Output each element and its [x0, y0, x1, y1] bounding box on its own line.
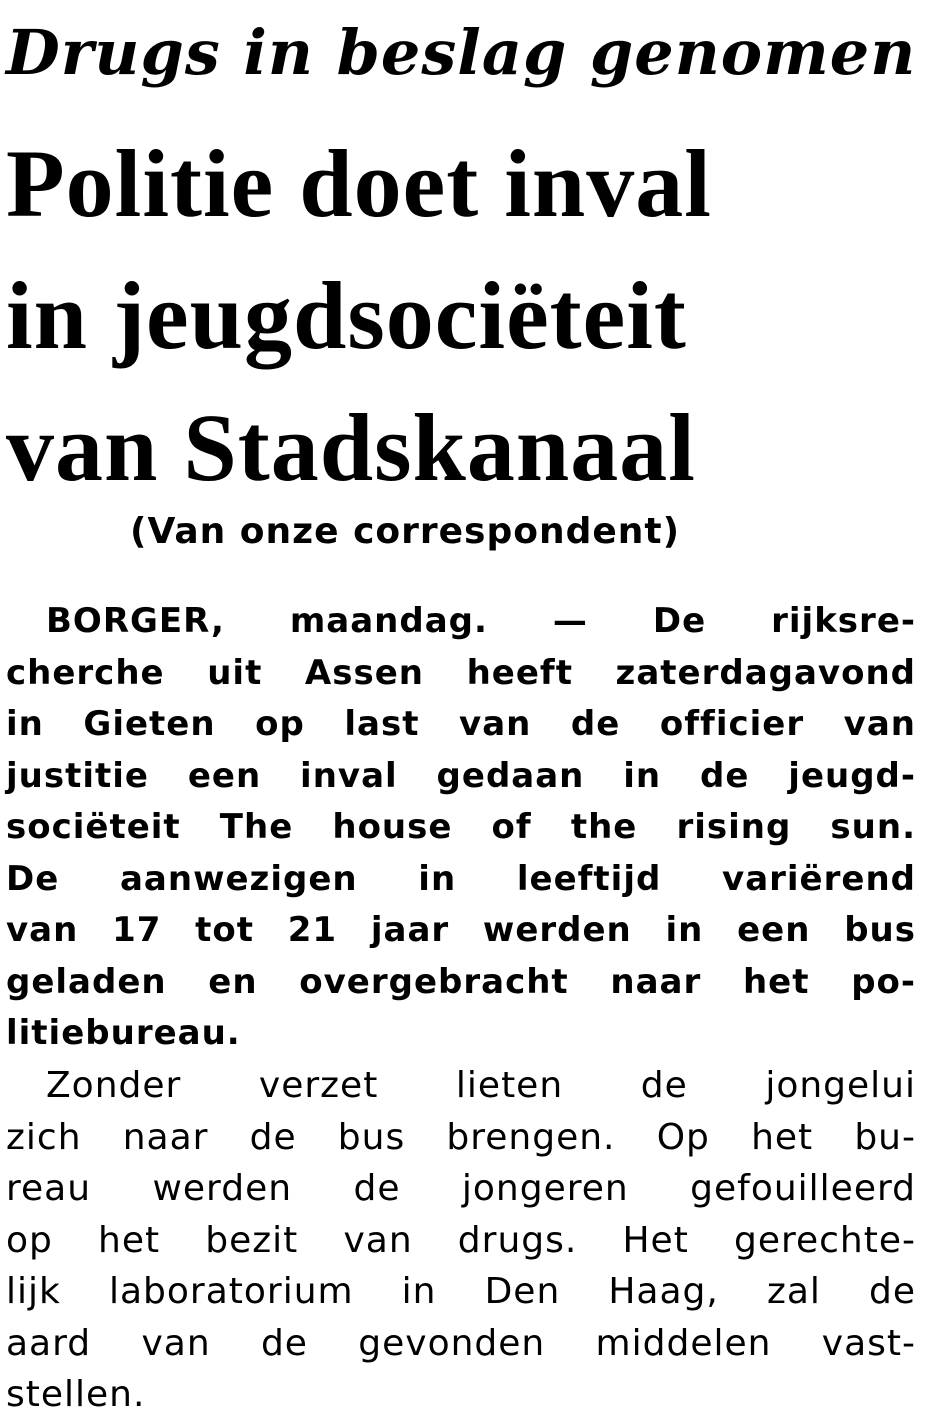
- headline-line: Politie doet inval: [6, 130, 712, 237]
- text-line: van 17 tot 21 jaar werden in een bus: [6, 910, 916, 950]
- headline-line: van Stadskanaal: [6, 394, 696, 501]
- text-line: stellen.: [6, 1374, 146, 1415]
- text-line: zich naar de bus brengen. Op het bu-: [6, 1116, 916, 1158]
- text-line: geladen en overgebracht naar het po-: [6, 961, 916, 1002]
- headline-line: in jeugdsociëteit: [6, 262, 687, 369]
- text-line: reau werden de jongeren gefouilleerd: [6, 1168, 916, 1209]
- kicker-heading: Drugs in beslag genomen: [6, 16, 917, 89]
- headline: [6, 118, 906, 514]
- text-line: aard van de gevonden middelen vast-: [6, 1322, 916, 1364]
- text-line: in Gieten op last van de officier van: [6, 704, 916, 744]
- text-line: Zonder verzet lieten de jongelui: [46, 1065, 916, 1106]
- text-line: De aanwezigen in leeftijd variërend: [6, 858, 916, 899]
- text-line: justitie een inval gedaan in de jeugd-: [6, 755, 916, 796]
- body-paragraph: [6, 1060, 916, 1421]
- text-line: op het bezit van drugs. Het gerechte-: [6, 1219, 916, 1261]
- byline: (Van onze correspondent): [130, 511, 681, 552]
- text-line: sociëteit The house of the rising sun.: [6, 807, 916, 847]
- lead-paragraph: [6, 596, 916, 1060]
- text-line: cherche uit Assen heeft zaterdagavond: [6, 652, 916, 693]
- text-line: BORGER, maandag. — De rijksre-: [46, 601, 916, 641]
- text-line: litiebureau.: [6, 1013, 241, 1053]
- text-line: lijk laboratorium in Den Haag, zal de: [6, 1271, 916, 1312]
